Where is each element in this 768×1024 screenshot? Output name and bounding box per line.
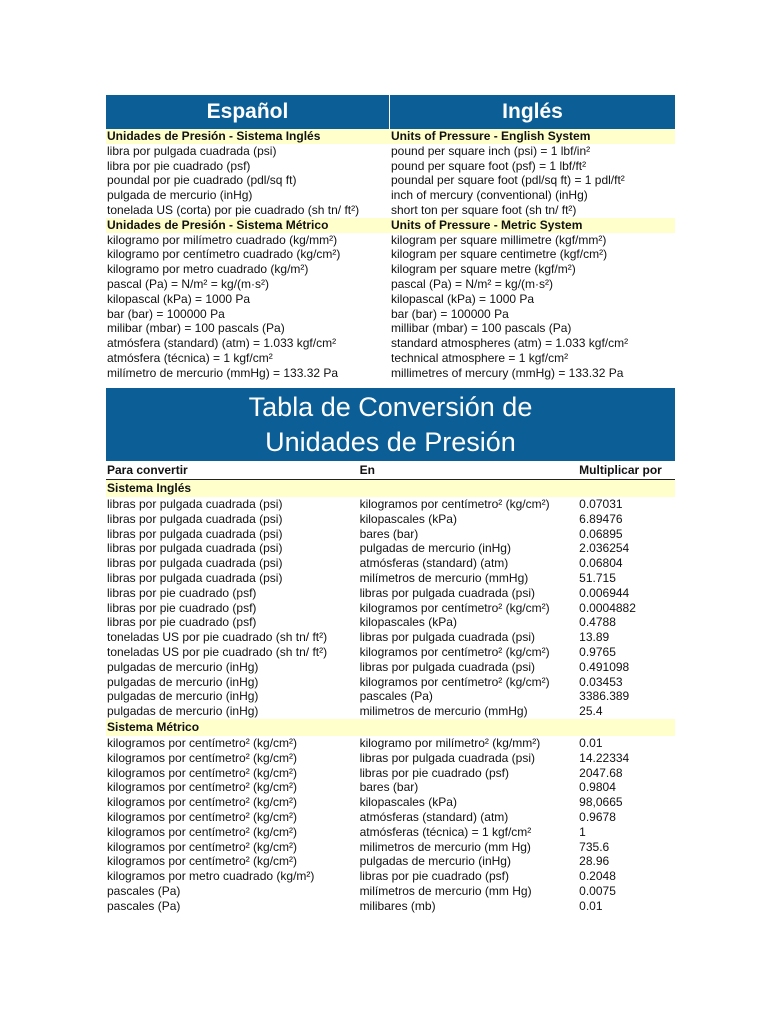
to-unit-cell: libras por pulgada cuadrada (psi) xyxy=(359,659,535,674)
factor-cell: 0.0004882 xyxy=(579,600,636,615)
table-row xyxy=(106,571,675,586)
from-unit-cell: kilogramos por centímetro² (kg/cm²) xyxy=(107,780,298,795)
from-unit-cell: libras por pulgada cuadrada (psi) xyxy=(107,497,283,511)
table-row xyxy=(106,810,675,825)
factor-cell: 3386.389 xyxy=(579,689,630,704)
to-unit-cell: kilopascales (kPa) xyxy=(359,511,457,526)
section-label: Sistema Inglés xyxy=(107,481,192,495)
english-cell: kilogram per square metre (kgf/m²) xyxy=(391,262,576,277)
table-row xyxy=(106,321,675,336)
factor-cell: 0.006944 xyxy=(579,585,630,600)
english-cell: millibar (mbar) = 100 pascals (Pa) xyxy=(391,321,572,336)
table-row xyxy=(106,351,675,366)
factor-cell: 0.06895 xyxy=(579,526,623,541)
factor-cell: 0.9804 xyxy=(579,780,616,795)
section-label: Sistema Métrico xyxy=(107,719,200,734)
units-table xyxy=(106,95,675,381)
to-unit-cell: pulgadas de mercurio (inHg) xyxy=(359,854,511,869)
to-unit-cell: atmósferas (técnica) = 1 kgf/cm² xyxy=(359,824,532,839)
english-cell: Units of Pressure - Metric System xyxy=(391,217,583,232)
table-row xyxy=(106,795,675,810)
header-ingles: Inglés xyxy=(390,95,675,129)
factor-cell: 0.06804 xyxy=(579,556,623,571)
section-row xyxy=(106,719,675,736)
factor-cell: 0.9765 xyxy=(579,644,616,659)
table-row xyxy=(106,601,675,616)
from-unit-cell: pascales (Pa) xyxy=(107,883,181,898)
to-unit-cell: kilogramos por centímetro² (kg/cm²) xyxy=(359,600,550,615)
table-row xyxy=(106,512,675,527)
table-row xyxy=(106,689,675,704)
english-cell: pascal (Pa) = N/m² = kg/(m·s²) xyxy=(391,276,554,291)
to-unit-cell: pulgadas de mercurio (inHg) xyxy=(359,541,511,556)
english-cell: kilogram per square centimetre (kgf/cm²) xyxy=(391,247,608,262)
from-unit-cell: toneladas US por pie cuadrado (sh tn/ ft²) xyxy=(107,644,328,659)
table-row xyxy=(106,277,675,292)
factor-cell: 2047.68 xyxy=(579,765,623,780)
table-row xyxy=(106,173,675,188)
column-para-convertir: Para convertir xyxy=(107,463,188,477)
column-multiplicar-por: Multiplicar por xyxy=(579,463,662,477)
conversion-table-header xyxy=(106,462,675,480)
spanish-cell: kilogramo por metro cuadrado (kg/m²) xyxy=(107,262,309,277)
conversion-title-line1: Tabla de Conversión de xyxy=(248,392,533,422)
to-unit-cell: kilogramos por centímetro² (kg/cm²) xyxy=(359,497,550,511)
from-unit-cell: kilogramos por centímetro² (kg/cm²) xyxy=(107,824,298,839)
table-row xyxy=(106,188,675,203)
factor-cell: 0.2048 xyxy=(579,869,616,884)
to-unit-cell: milimetros de mercurio (mm Hg) xyxy=(359,839,531,854)
factor-cell: 25.4 xyxy=(579,704,603,719)
table-row xyxy=(106,292,675,307)
table-row xyxy=(106,704,675,719)
from-unit-cell: pulgadas de mercurio (inHg) xyxy=(107,659,259,674)
factor-cell: 14.22334 xyxy=(579,750,630,765)
table-row xyxy=(106,497,675,512)
table-row xyxy=(106,675,675,690)
factor-cell: 0.4788 xyxy=(579,615,616,630)
from-unit-cell: libras por pulgada cuadrada (psi) xyxy=(107,511,283,526)
from-unit-cell: libras por pie cuadrado (psf) xyxy=(107,600,257,615)
header-espanol: Español xyxy=(106,95,390,129)
table-row xyxy=(106,159,675,174)
factor-cell: 0.01 xyxy=(579,898,603,913)
english-cell: pound per square inch (psi) = 1 lbf/in² xyxy=(391,143,591,158)
english-cell: kilopascal (kPa) = 1000 Pa xyxy=(391,291,535,306)
from-unit-cell: kilogramos por centímetro² (kg/cm²) xyxy=(107,795,298,810)
table-row xyxy=(106,262,675,277)
conversion-title xyxy=(106,388,675,461)
spanish-cell: poundal por pie cuadrado (pdl/sq ft) xyxy=(107,173,297,188)
to-unit-cell: atmósferas (standard) (atm) xyxy=(359,809,509,824)
factor-cell: 2.036254 xyxy=(579,541,630,556)
english-cell: bar (bar) = 100000 Pa xyxy=(391,306,509,321)
units-table-header xyxy=(106,95,675,129)
from-unit-cell: toneladas US por pie cuadrado (sh tn/ ft²) xyxy=(107,630,328,645)
table-row xyxy=(106,541,675,556)
table-row xyxy=(106,645,675,660)
factor-cell: 0.9678 xyxy=(579,809,616,824)
table-row xyxy=(106,869,675,884)
to-unit-cell: kilogramos por centímetro² (kg/cm²) xyxy=(359,674,550,689)
spanish-cell: bar (bar) = 100000 Pa xyxy=(107,306,225,321)
table-row xyxy=(106,203,675,218)
to-unit-cell: kilogramos por centímetro² (kg/cm²) xyxy=(359,644,550,659)
table-row xyxy=(106,660,675,675)
from-unit-cell: libras por pulgada cuadrada (psi) xyxy=(107,541,283,556)
from-unit-cell: libras por pulgada cuadrada (psi) xyxy=(107,570,283,585)
spanish-cell: kilopascal (kPa) = 1000 Pa xyxy=(107,291,251,306)
section-row xyxy=(106,129,675,144)
factor-cell: 0.03453 xyxy=(579,674,623,689)
from-unit-cell: libras por pie cuadrado (psf) xyxy=(107,585,257,600)
to-unit-cell: libras por pulgada cuadrada (psi) xyxy=(359,585,535,600)
section-row xyxy=(106,480,675,497)
from-unit-cell: kilogramos por metro cuadrado (kg/m²) xyxy=(107,869,315,884)
to-unit-cell: milimetros de mercurio (mmHg) xyxy=(359,704,528,719)
spanish-cell: kilogramo por centímetro cuadrado (kg/cm²) xyxy=(107,247,341,262)
from-unit-cell: kilogramos por centímetro² (kg/cm²) xyxy=(107,839,298,854)
spanish-cell: atmósfera (técnica) = 1 kgf/cm² xyxy=(107,350,273,365)
from-unit-cell: libras por pulgada cuadrada (psi) xyxy=(107,526,283,541)
english-cell: technical atmosphere = 1 kgf/cm² xyxy=(391,350,569,365)
factor-cell: 1 xyxy=(579,824,586,839)
table-row xyxy=(106,307,675,322)
spanish-cell: kilogramo por milímetro cuadrado (kg/mm²) xyxy=(107,232,338,247)
factor-cell: 0.0075 xyxy=(579,883,616,898)
table-row xyxy=(106,586,675,601)
spanish-cell: pulgada de mercurio (inHg) xyxy=(107,188,253,203)
factor-cell: 98,0665 xyxy=(579,795,623,810)
table-row xyxy=(106,233,675,248)
factor-cell: 0.07031 xyxy=(579,497,623,511)
table-row xyxy=(106,366,675,381)
from-unit-cell: libras por pulgada cuadrada (psi) xyxy=(107,556,283,571)
table-row xyxy=(106,884,675,899)
to-unit-cell: libras por pulgada cuadrada (psi) xyxy=(359,630,535,645)
spanish-cell: pascal (Pa) = N/m² = kg/(m·s²) xyxy=(107,276,270,291)
factor-cell: 735.6 xyxy=(579,839,610,854)
table-row xyxy=(106,751,675,766)
table-row xyxy=(106,336,675,351)
english-cell: short ton per square foot (sh tn/ ft²) xyxy=(391,202,577,217)
from-unit-cell: pulgadas de mercurio (inHg) xyxy=(107,704,259,719)
spanish-cell: libra por pie cuadrado (psf) xyxy=(107,158,251,173)
from-unit-cell: kilogramos por centímetro² (kg/cm²) xyxy=(107,809,298,824)
factor-cell: 28.96 xyxy=(579,854,610,869)
to-unit-cell: bares (bar) xyxy=(359,526,419,541)
table-row xyxy=(106,854,675,869)
from-unit-cell: kilogramos por centímetro² (kg/cm²) xyxy=(107,735,298,750)
to-unit-cell: bares (bar) xyxy=(359,780,419,795)
english-cell: kilogram per square millimetre (kgf/mm²) xyxy=(391,232,607,247)
to-unit-cell: libras por pie cuadrado (psf) xyxy=(359,765,509,780)
table-row xyxy=(106,780,675,795)
spanish-cell: tonelada US (corta) por pie cuadrado (sh tn/ ft²) xyxy=(107,202,360,217)
table-row xyxy=(106,615,675,630)
to-unit-cell: kilopascales (kPa) xyxy=(359,795,457,810)
units-table-body xyxy=(106,129,675,381)
from-unit-cell: kilogramos por centímetro² (kg/cm²) xyxy=(107,765,298,780)
table-row xyxy=(106,736,675,751)
table-row xyxy=(106,840,675,855)
english-cell: inch of mercury (conventional) (inHg) xyxy=(391,188,588,203)
spanish-cell: milibar (mbar) = 100 pascals (Pa) xyxy=(107,321,285,336)
english-cell: pound per square foot (psf) = 1 lbf/ft² xyxy=(391,158,587,173)
from-unit-cell: pulgadas de mercurio (inHg) xyxy=(107,689,259,704)
table-row xyxy=(106,630,675,645)
from-unit-cell: kilogramos por centímetro² (kg/cm²) xyxy=(107,854,298,869)
table-row xyxy=(106,144,675,159)
spanish-cell: atmósfera (standard) (atm) = 1.033 kgf/cm² xyxy=(107,336,337,351)
to-unit-cell: milibares (mb) xyxy=(359,898,436,913)
to-unit-cell: kilogramo por milímetro² (kg/mm²) xyxy=(359,735,541,750)
factor-cell: 13.89 xyxy=(579,630,610,645)
spanish-cell: Unidades de Presión - Sistema Inglés xyxy=(107,129,321,143)
from-unit-cell: pascales (Pa) xyxy=(107,898,181,913)
from-unit-cell: pulgadas de mercurio (inHg) xyxy=(107,674,259,689)
english-cell: standard atmospheres (atm) = 1.033 kgf/cm² xyxy=(391,336,629,351)
english-cell: millimetres of mercury (mmHg) = 133.32 Pa xyxy=(391,365,624,380)
section-row xyxy=(106,218,675,233)
factor-cell: 51.715 xyxy=(579,570,616,585)
from-unit-cell: libras por pie cuadrado (psf) xyxy=(107,615,257,630)
table-row xyxy=(106,527,675,542)
to-unit-cell: atmósferas (standard) (atm) xyxy=(359,556,509,571)
to-unit-cell: pascales (Pa) xyxy=(359,689,433,704)
spanish-cell: milímetro de mercurio (mmHg) = 133.32 Pa xyxy=(107,365,339,380)
column-en: En xyxy=(359,463,375,477)
table-row xyxy=(106,825,675,840)
conversion-title-line2: Unidades de Presión xyxy=(265,427,516,457)
spanish-cell: Unidades de Presión - Sistema Métrico xyxy=(107,217,329,232)
factor-cell: 0.491098 xyxy=(579,659,630,674)
conversion-table xyxy=(106,462,675,914)
to-unit-cell: kilopascales (kPa) xyxy=(359,615,457,630)
factor-cell: 6.89476 xyxy=(579,511,623,526)
to-unit-cell: milímetros de mercurio (mm Hg) xyxy=(359,883,532,898)
english-cell: poundal per square foot (pdl/sq ft) = 1 pdl/ft² xyxy=(391,173,625,188)
to-unit-cell: milímetros de mercurio (mmHg) xyxy=(359,570,529,585)
conversion-table-body xyxy=(106,480,675,914)
table-row xyxy=(106,766,675,781)
spanish-cell: libra por pulgada cuadrada (psi) xyxy=(107,143,277,158)
table-row xyxy=(106,247,675,262)
to-unit-cell: libras por pie cuadrado (psf) xyxy=(359,869,509,884)
table-row xyxy=(106,899,675,914)
factor-cell: 0.01 xyxy=(579,735,603,750)
table-row xyxy=(106,556,675,571)
to-unit-cell: libras por pulgada cuadrada (psi) xyxy=(359,750,535,765)
from-unit-cell: kilogramos por centímetro² (kg/cm²) xyxy=(107,750,298,765)
english-cell: Units of Pressure - English System xyxy=(391,129,591,143)
